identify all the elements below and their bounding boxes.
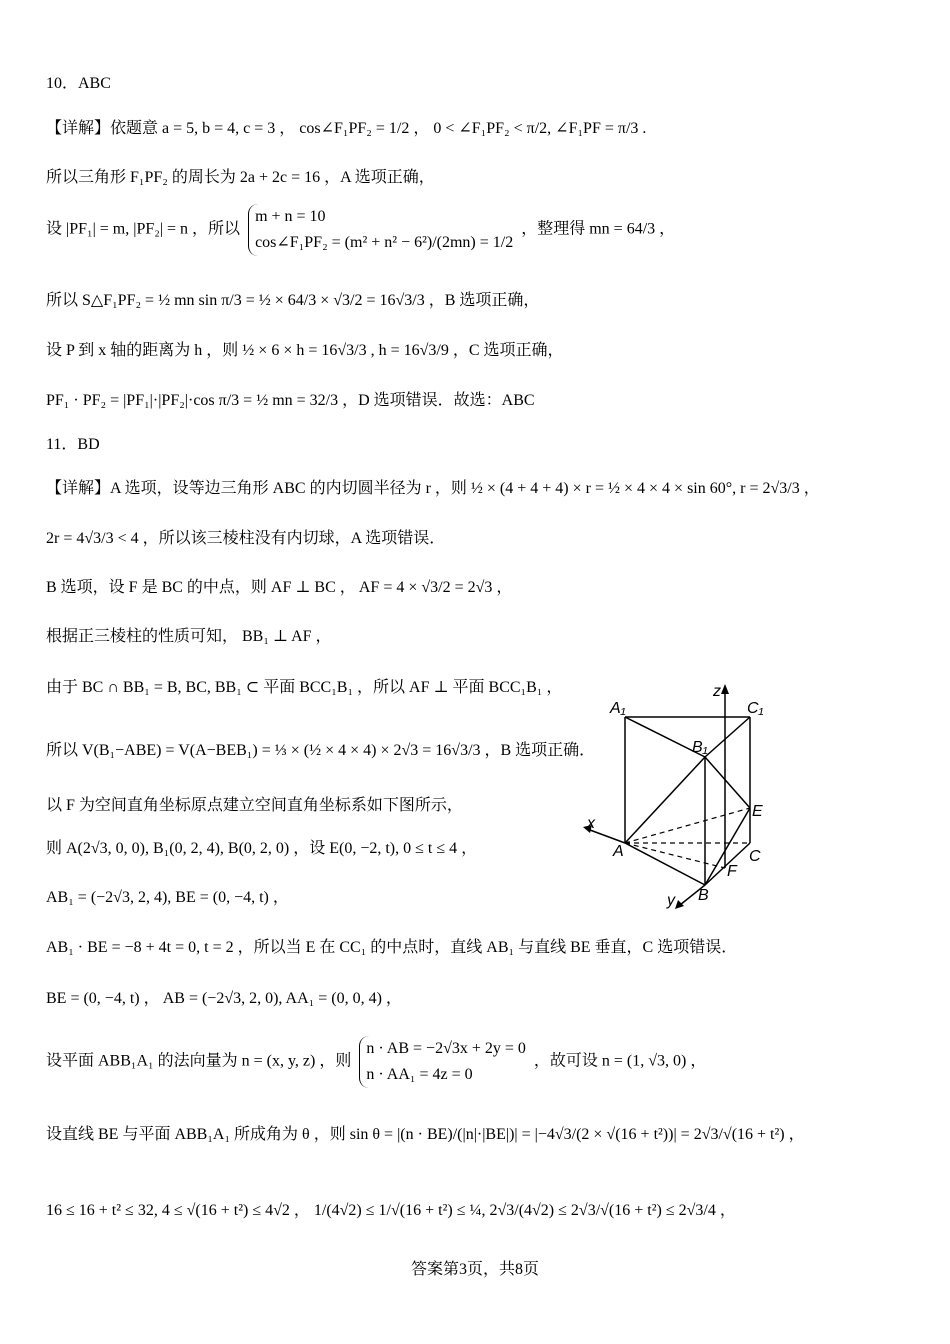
q11-line-13: 设直线 BE 与平面 ABB₁A₁ 所成角为 θ ，则 sin θ = |(n · BE)/(|n|·|BE|)| = |−4√3/(2 × √(16 + t²))| = 2√3/√(16 + t²) ， <box>46 1126 805 1143</box>
label-y: y <box>667 892 675 909</box>
edge-C1B1 <box>705 717 750 757</box>
page-footer: 答案第3页，共8页 <box>410 1261 539 1278</box>
q11-line-2: 2r = 4√3/3 < 4 ，所以该三棱柱没有内切球，A 选项错误． <box>46 530 446 547</box>
q10-line-6: PF₁ · PF₂ = |PF₁|·|PF₂|·cos π/3 = ½ mn = 32/3 ，D 选项错误．故选：ABC <box>46 392 535 409</box>
q11-line-1: 【详解】A 选项，设等边三角形 ABC 的内切圆半径为 r ，则 ½ × (4 + 4 + 4) × r = ½ × 4 × 4 × sin 60°, r = 2√3/3 ， <box>46 480 820 497</box>
q11-line-7: 以 F 为空间直角坐标原点建立空间直角坐标系如下图所示， <box>46 797 463 814</box>
q11-line-8: 则 A(2√3, 0, 0), B₁(0, 2, 4), B(0, 2, 0) ，设 E(0, −2, t), 0 ≤ t ≤ 4 ， <box>46 840 478 857</box>
edge-AB <box>625 843 705 885</box>
q11-line-5: 由于 BC ∩ BB₁ = B, BC, BB₁ ⊂ 平面 BCC₁B₁ ，所以 AF ⊥ 平面 BCC₁B₁ ， <box>46 679 563 696</box>
edge-AB1 <box>625 757 705 843</box>
q10-line-5: 设 P 到 x 轴的距离为 h ，则 ½ × 6 × h = 16√3/3 , h = 16√3/9 ，C 选项正确， <box>46 342 564 359</box>
prism-figure <box>575 680 795 910</box>
edge-AE <box>625 808 750 843</box>
q10-system: m + n = 10 cos∠F₁PF₂ = (m² + n² − 6²)/(2mn) = 1/2 <box>248 204 513 256</box>
label-C: C <box>749 848 761 865</box>
label-B: B <box>698 887 709 904</box>
label-E: E <box>752 803 763 820</box>
q11-number: 11．BD <box>46 436 100 453</box>
q11-line-3: B 选项，设 F 是 BC 的中点，则 AF ⊥ BC ， AF = 4 × √3/2 = 2√3 ， <box>46 579 513 596</box>
q11-line-10: AB₁ · BE = −8 + 4t = 0, t = 2 ，所以当 E 在 CC₁ 的中点时，直线 AB₁ 与直线 BE 垂直，C 选项错误． <box>46 939 738 956</box>
q11-line-9: AB₁ = (−2√3, 2, 4), BE = (0, −4, t) ， <box>46 889 289 906</box>
label-F: F <box>727 863 737 880</box>
label-B1: B₁ <box>692 739 708 756</box>
q10-line-3: 设 |PF₁| = m, |PF₂| = n ，所以 m + n = 10 cos∠F₁PF₂ = (m² + n² − 6²)/(2mn) = 1/2 ，整理得 mn = 64/3 ， <box>46 204 675 256</box>
q10-line-2: 所以三角形 F₁PF₂ 的周长为 2a + 2c = 16 ，A 选项正确， <box>46 169 435 186</box>
edge-AF <box>625 843 725 868</box>
q11-line-11: BE = (0, −4, t) ， AB = (−2√3, 2, 0), AA₁ = (0, 0, 4) ， <box>46 990 402 1007</box>
x-axis <box>590 830 625 843</box>
z-arrow <box>721 684 729 694</box>
q11-line-12: 设平面 ABB₁A₁ 的法向量为 n = (x, y, z) ，则 n · AB = −2√3x + 2y = 0 n · AA₁ = 4z = 0 ，故可设 n = (1, √3, 0) ， <box>46 1036 706 1088</box>
label-z: z <box>713 683 721 700</box>
q11-line-14: 16 ≤ 16 + t² ≤ 32, 4 ≤ √(16 + t²) ≤ 4√2 ， 1/(4√2) ≤ 1/√(16 + t²) ≤ ¼, 2√3/(4√2) ≤ 2√3/√(16 + t²) ≤ 2√3/4 ， <box>46 1202 736 1219</box>
q10-line-4: 所以 S△F₁PF₂ = ½ mn sin π/3 = ½ × 64/3 × √3/2 = 16√3/3 ，B 选项正确， <box>46 292 540 309</box>
q10-line-1: 【详解】依题意 a = 5, b = 4, c = 3 ， cos∠F₁PF₂ = 1/2 ， 0 < ∠F₁PF₂ < π/2, ∠F₁PF = π/3 . <box>46 120 647 137</box>
label-C1: C₁ <box>747 700 764 717</box>
label-A1: A₁ <box>610 700 626 717</box>
y-arrow <box>675 900 684 909</box>
q11-line-4: 根据正三棱柱的性质可知， BB₁ ⊥ AF ， <box>46 628 332 645</box>
q11-system: n · AB = −2√3x + 2y = 0 n · AA₁ = 4z = 0 <box>359 1036 526 1088</box>
edge-B1E <box>705 757 750 808</box>
label-A: A <box>613 843 624 860</box>
q10-number: 10．ABC <box>46 75 111 92</box>
label-x: x <box>587 815 595 832</box>
q11-line-6: 所以 V(B₁−ABE) = V(A−BEB₁) = ⅓ × (½ × 4 × 4) × 2√3 = 16√3/3 ，B 选项正确． <box>46 742 596 759</box>
